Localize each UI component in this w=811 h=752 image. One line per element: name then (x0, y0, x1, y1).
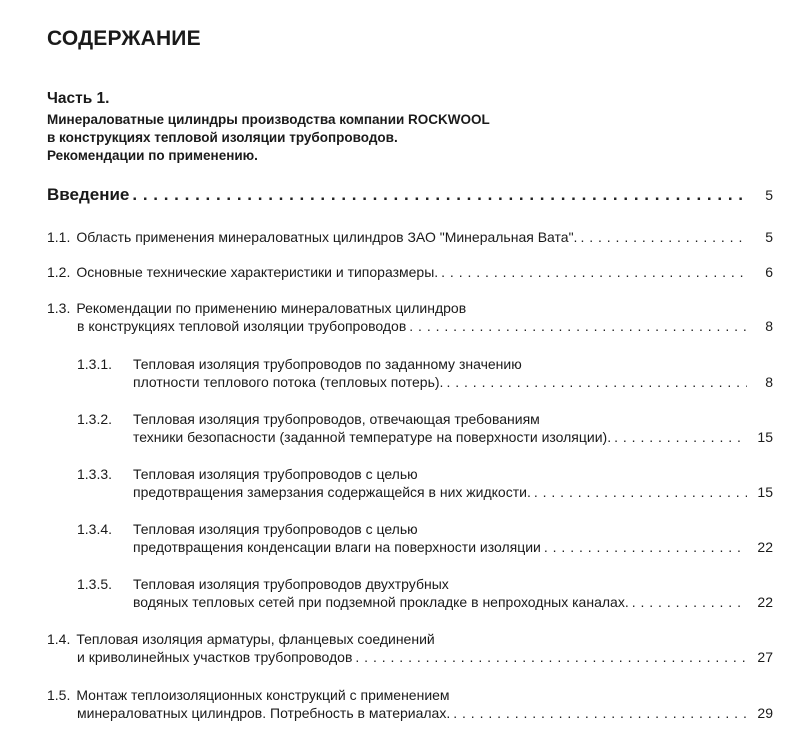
toc-page-number: 6 (765, 264, 773, 280)
toc-entry-1-3-1-cont[interactable] (133, 373, 773, 391)
toc-entry-1-1[interactable] (47, 228, 773, 246)
toc-page-number: 15 (757, 484, 773, 500)
toc-entry-1-3-4-cont[interactable] (133, 538, 773, 556)
toc-entry-title: Тепловая изоляция трубопроводов, отвечающая требованиям (133, 411, 540, 427)
toc-entry-title: предотвращения замерзания содержащейся в них жидкости. (133, 484, 531, 500)
toc-entry-number: 1.1. (47, 229, 71, 245)
toc-entry-1-3[interactable] (47, 299, 466, 317)
toc-leader-dots (409, 317, 747, 335)
toc-entry-title: и криволинейных участков трубопроводов (77, 649, 353, 665)
toc-entry-number: 1.3.3. (77, 466, 113, 482)
part-subtitle (47, 111, 490, 165)
toc-entry-number: 1.3.1. (77, 356, 113, 372)
part-subtitle-line: Минераловатные цилиндры производства компании ROCKWOOL (47, 112, 490, 127)
page-title: СОДЕРЖАНИЕ (47, 27, 201, 50)
toc-page-number: 8 (765, 374, 773, 390)
toc-entry-title: плотности теплового потока (тепловых потерь). (133, 374, 444, 390)
toc-entry-title: минераловатных цилиндров. Потребность в материалах. (77, 705, 451, 721)
toc-entry-1-3-cont[interactable] (77, 317, 773, 335)
toc-entry-title: предотвращения конденсации влаги на поверхности изоляции (133, 539, 541, 555)
toc-leader-dots (446, 373, 747, 391)
toc-page-number: 8 (765, 318, 773, 334)
toc-page-number: 22 (757, 539, 773, 555)
toc-leader-dots (544, 538, 747, 556)
toc-entry-1-3-1[interactable] (77, 355, 522, 373)
toc-entry-1-4[interactable] (47, 630, 435, 648)
toc-entry-intro[interactable] (47, 185, 773, 205)
part-subtitle-line: Рекомендации по применению. (47, 148, 258, 163)
toc-entry-number: 1.3. (47, 300, 71, 316)
toc-page-number: 5 (765, 229, 773, 245)
toc-entry-1-2[interactable] (47, 263, 773, 281)
toc-entry-1-5-cont[interactable] (77, 704, 773, 722)
toc-page-number: 29 (757, 705, 773, 721)
toc-entry-title: Тепловая изоляция трубопроводов по заданному значению (133, 356, 522, 372)
toc-leader-dots (580, 228, 747, 246)
toc-entry-title: в конструкциях тепловой изоляции трубопроводов (77, 318, 407, 334)
toc-entry-title: Тепловая изоляция трубопроводов с целью (133, 521, 418, 537)
toc-leader-dots (632, 593, 747, 611)
toc-page-number: 15 (757, 429, 773, 445)
toc-entry-1-3-2[interactable] (77, 410, 540, 428)
toc-entry-number: 1.2. (47, 264, 71, 280)
toc-page-number: 22 (757, 594, 773, 610)
toc-entry-title: Монтаж теплоизоляционных конструкций с применением (76, 687, 450, 703)
toc-leader-dots (441, 263, 747, 281)
toc-entry-1-3-3-cont[interactable] (133, 483, 773, 501)
toc-entry-title: Введение (47, 185, 130, 204)
toc-entry-title: Область применения минераловатных цилиндров ЗАО "Минеральная Вата". (76, 229, 578, 245)
toc-entry-title: водяных тепловых сетей при подземной прокладке в непроходных каналах. (133, 594, 629, 610)
toc-page-number: 27 (757, 649, 773, 665)
toc-entry-1-3-5-cont[interactable] (133, 593, 773, 611)
toc-entry-title: Тепловая изоляция трубопроводов двухтрубных (133, 576, 449, 592)
toc-leader-dots (534, 483, 747, 501)
part-subtitle-line: в конструкциях тепловой изоляции трубопроводов. (47, 130, 398, 145)
toc-leader-dots (355, 648, 747, 666)
toc-entry-title: Тепловая изоляция трубопроводов с целью (133, 466, 418, 482)
toc-entry-title: Тепловая изоляция арматуры, фланцевых соединений (76, 631, 435, 647)
toc-leader-dots (132, 185, 747, 205)
toc-entry-title: техники безопасности (заданной температуре на поверхности изоляции). (133, 429, 612, 445)
toc-entry-title: Рекомендации по применению минераловатных цилиндров (76, 300, 467, 316)
toc-entry-number: 1.4. (47, 631, 71, 647)
toc-entry-1-5[interactable] (47, 686, 450, 704)
toc-entry-number: 1.3.4. (77, 521, 113, 537)
toc-entry-title: Основные технические характеристики и типоразмеры. (76, 264, 439, 280)
toc-entry-number: 1.5. (47, 687, 71, 703)
toc-leader-dots (453, 704, 747, 722)
toc-entry-number: 1.3.2. (77, 411, 113, 427)
toc-entry-1-3-2-cont[interactable] (133, 428, 773, 446)
toc-page-number: 5 (765, 187, 773, 203)
toc-entry-1-4-cont[interactable] (77, 648, 773, 666)
toc-entry-number: 1.3.5. (77, 576, 113, 592)
part-heading: Часть 1. (47, 90, 110, 107)
toc-entry-1-3-5[interactable] (77, 575, 449, 593)
toc-entry-1-3-4[interactable] (77, 520, 418, 538)
toc-entry-1-3-3[interactable] (77, 465, 418, 483)
toc-leader-dots (614, 428, 747, 446)
